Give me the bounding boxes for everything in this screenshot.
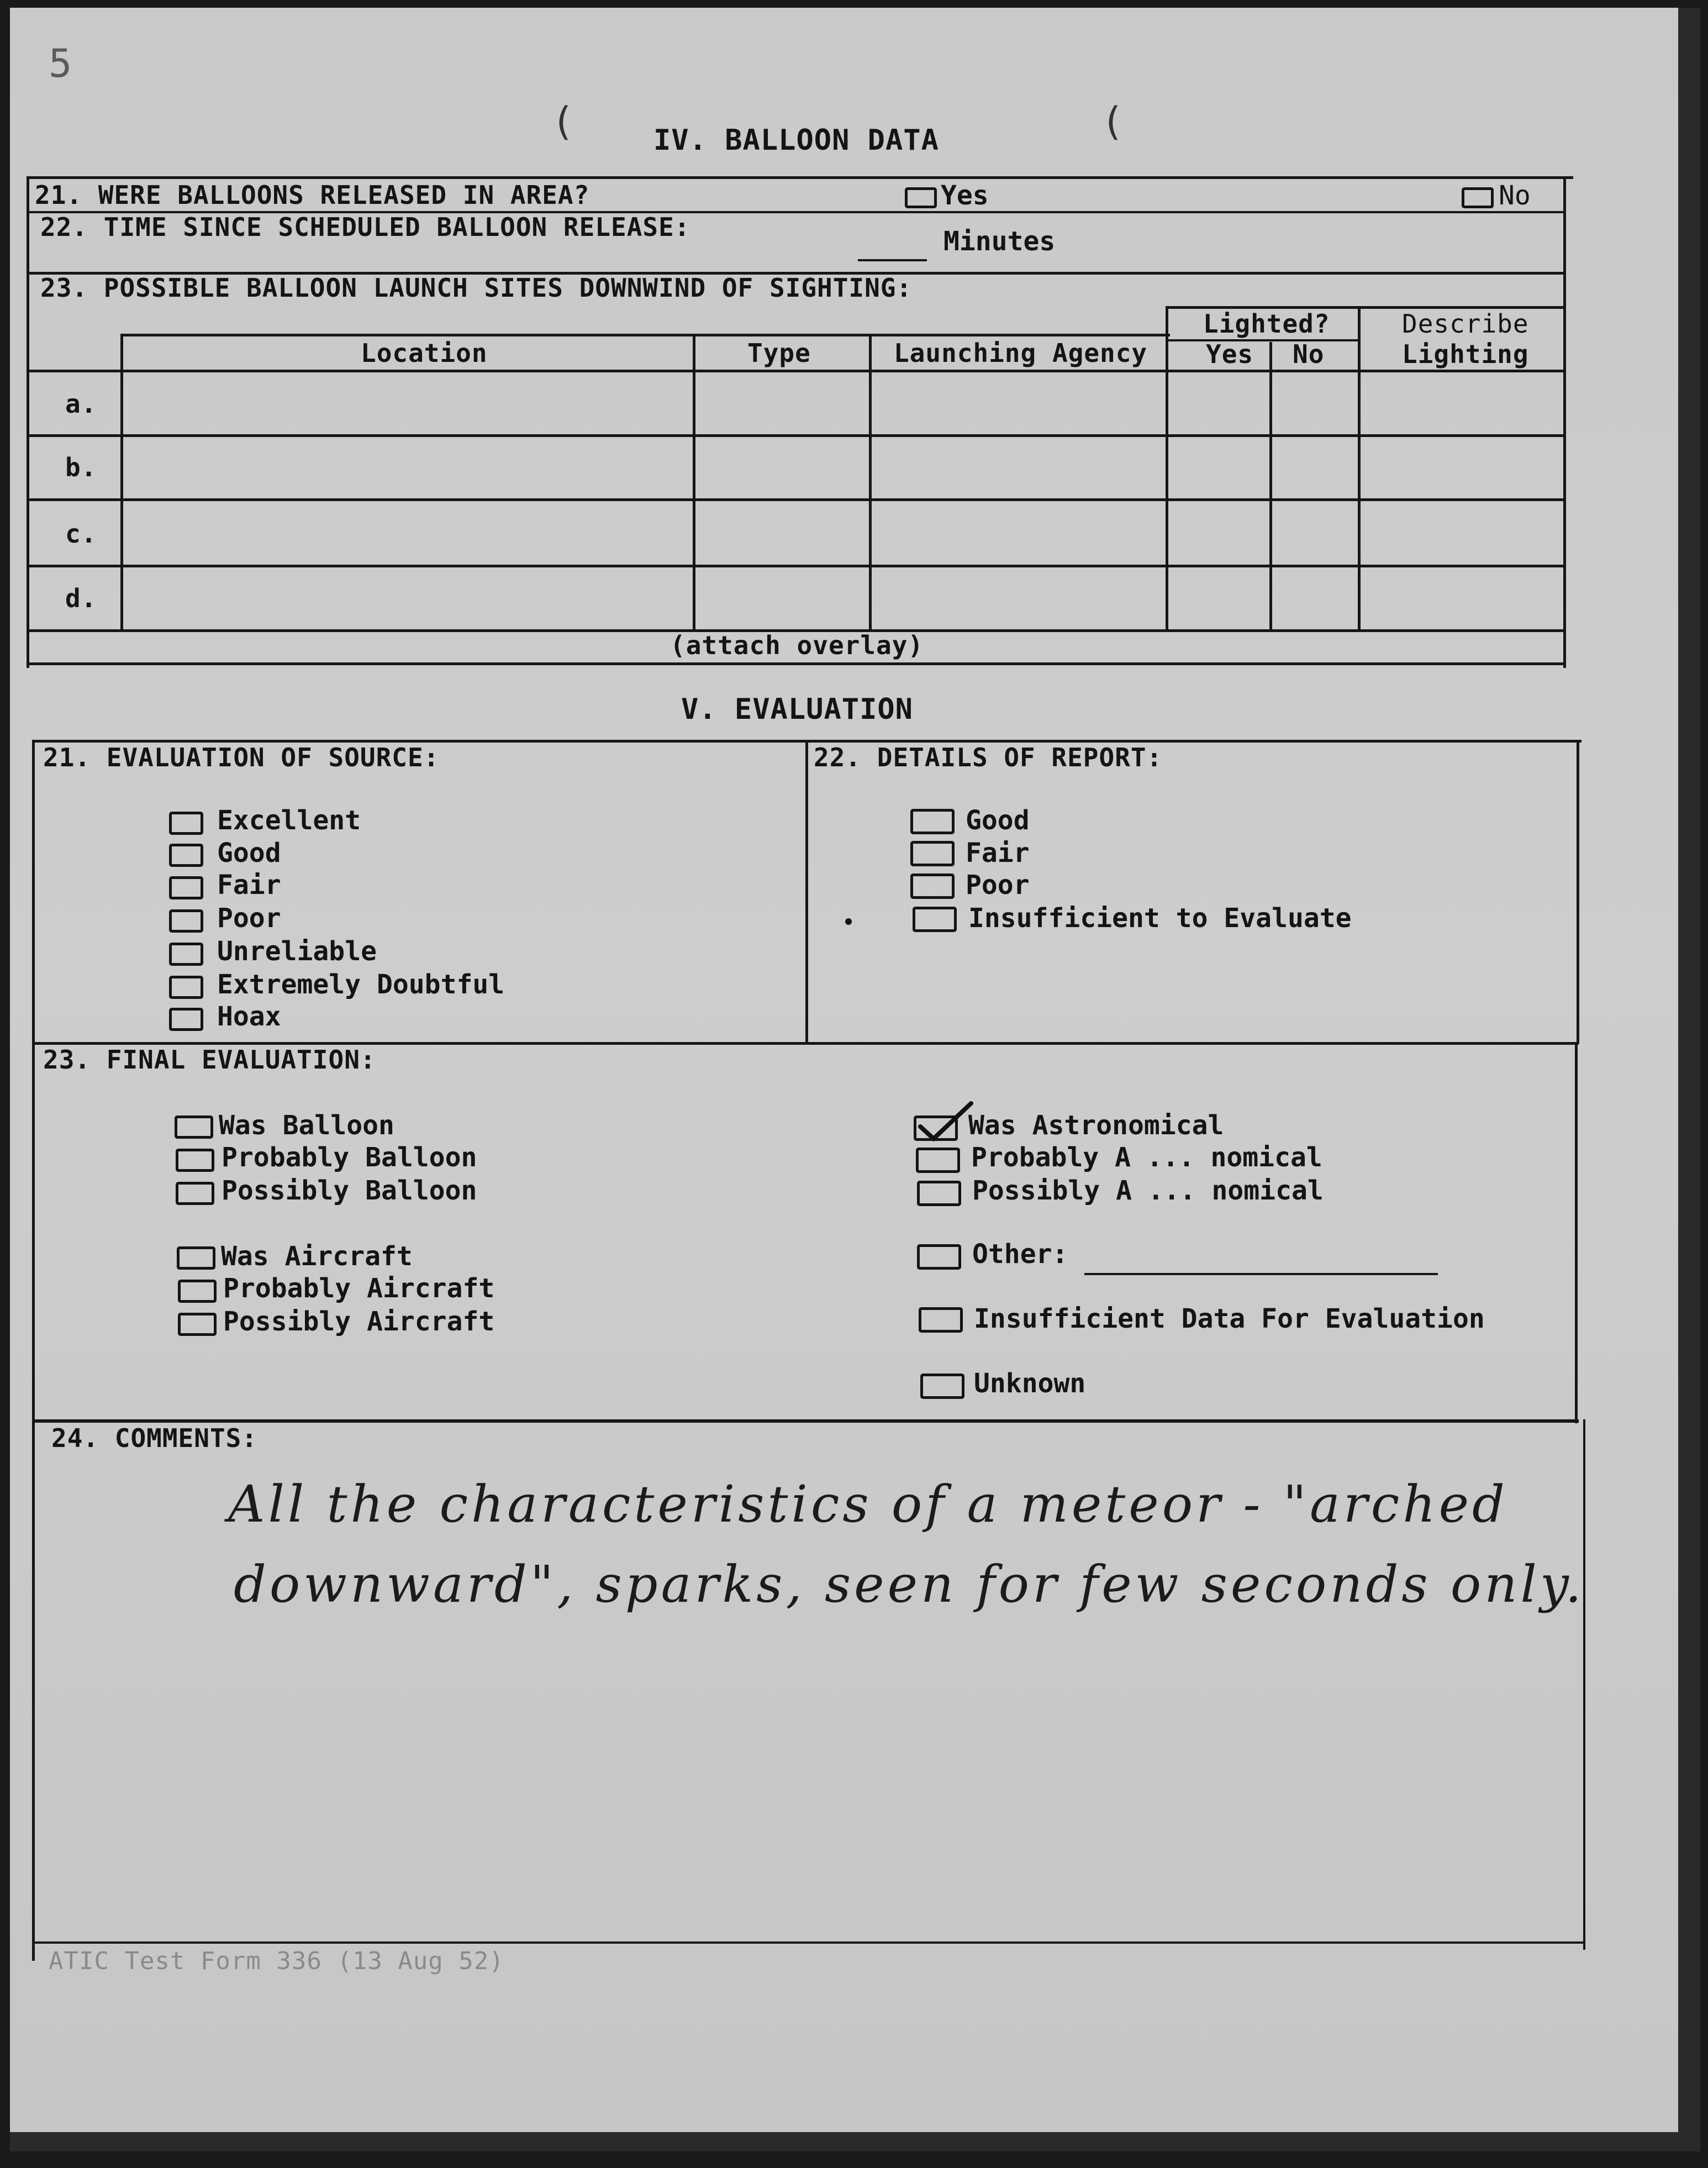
balloon-data-heading: IV. BALLOON DATA — [653, 124, 939, 157]
rule — [1583, 1419, 1585, 1950]
row-d-label: d. — [65, 583, 97, 613]
rule — [1577, 740, 1579, 1044]
final-probably-astronomical-label: Probably A ... nomical — [971, 1142, 1322, 1173]
paren-right: ( — [1101, 99, 1125, 144]
bottom-edge — [10, 2132, 1700, 2151]
rule — [120, 334, 123, 632]
col-describe-2: Lighting — [1402, 339, 1529, 369]
evaluation-heading: V. EVALUATION — [681, 693, 913, 726]
q22-label: 22. TIME SINCE SCHEDULED BALLOON RELEASE: — [40, 212, 690, 242]
final-unknown-checkbox[interactable] — [920, 1374, 964, 1399]
final-probably-astronomical-checkbox[interactable] — [916, 1148, 960, 1173]
source-hoax-checkbox[interactable] — [169, 1008, 203, 1031]
row-a-label: a. — [65, 389, 97, 419]
right-edge — [1678, 8, 1700, 2151]
final-probably-balloon-label: Probably Balloon — [222, 1142, 477, 1173]
corner-mark: 5 — [49, 41, 73, 86]
rule — [27, 434, 1566, 437]
source-fair-label: Fair — [217, 870, 281, 901]
final-probably-aircraft-checkbox[interactable] — [178, 1280, 217, 1303]
final-insufficient-label: Insufficient Data For Evaluation — [974, 1303, 1485, 1334]
attach-overlay-note: (attach overlay) — [670, 630, 924, 660]
final-possibly-astronomical-label: Possibly A ... nomical — [972, 1175, 1324, 1206]
final-was-astronomical-label: Was Astronomical — [968, 1110, 1224, 1141]
source-label: 21. EVALUATION OF SOURCE: — [43, 743, 440, 772]
source-good-label: Good — [217, 838, 281, 869]
rule — [1575, 1042, 1578, 1423]
source-unreliable-checkbox[interactable] — [169, 943, 203, 966]
rule — [1563, 176, 1566, 668]
final-probably-balloon-checkbox[interactable] — [176, 1149, 214, 1172]
rule — [27, 370, 1566, 372]
final-possibly-balloon-label: Possibly Balloon — [222, 1175, 477, 1206]
rule — [32, 1941, 1585, 1944]
final-unknown-label: Unknown — [974, 1368, 1086, 1399]
rule — [120, 334, 1170, 336]
details-insufficient-label: Insufficient to Evaluate — [968, 903, 1352, 934]
details-fair-checkbox[interactable] — [910, 841, 955, 866]
col-type: Type — [747, 338, 811, 368]
final-label: 23. FINAL EVALUATION: — [43, 1045, 376, 1075]
rule — [27, 176, 29, 668]
final-possibly-astronomical-checkbox[interactable] — [917, 1181, 961, 1206]
q21-label: 21. WERE BALLOONS RELEASED IN AREA? — [35, 180, 590, 210]
q21-yes-label: Yes — [941, 180, 989, 211]
source-excellent-label: Excellent — [217, 805, 361, 836]
q23-label: 23. POSSIBLE BALLOON LAUNCH SITES DOWNWIND OF SIGHTING: — [40, 273, 913, 303]
final-other-checkbox[interactable] — [917, 1244, 961, 1270]
source-good-checkbox[interactable] — [169, 844, 203, 867]
source-unreliable-label: Unreliable — [217, 936, 377, 967]
col-describe-1: Describe — [1402, 309, 1529, 339]
source-extremely-doubtful-checkbox[interactable] — [169, 976, 203, 999]
rule — [32, 1419, 1579, 1423]
rule — [27, 565, 1566, 567]
q21-no-checkbox[interactable] — [1462, 187, 1494, 208]
source-fair-checkbox[interactable] — [169, 876, 203, 899]
check-mark-icon — [916, 1099, 977, 1143]
final-was-aircraft-checkbox[interactable] — [177, 1246, 215, 1270]
col-lighted-no: No — [1293, 339, 1325, 369]
comments-label: 24. COMMENTS: — [51, 1423, 258, 1453]
rule — [805, 740, 808, 1044]
rule — [869, 334, 872, 632]
rule — [1269, 342, 1272, 632]
final-insufficient-checkbox[interactable] — [919, 1307, 963, 1333]
source-hoax-label: Hoax — [217, 1001, 281, 1032]
q22-unit: Minutes — [943, 226, 1056, 257]
row-b-label: b. — [65, 452, 97, 482]
source-excellent-checkbox[interactable] — [169, 812, 203, 835]
comments-line-1: All the characteristics of a meteor - "arched — [228, 1475, 1508, 1534]
final-possibly-aircraft-label: Possibly Aircraft — [223, 1306, 495, 1337]
source-extremely-doubtful-label: Extremely Doubtful — [217, 969, 505, 1000]
details-poor-checkbox[interactable] — [910, 873, 955, 899]
final-possibly-balloon-checkbox[interactable] — [176, 1182, 214, 1205]
rule — [1166, 339, 1358, 341]
final-probably-aircraft-label: Probably Aircraft — [223, 1273, 495, 1304]
details-poor-label: Poor — [966, 870, 1030, 901]
final-was-balloon-label: Was Balloon — [219, 1110, 394, 1141]
comments-line-2: downward", sparks, seen for few seconds only. — [234, 1555, 1585, 1614]
source-poor-checkbox[interactable] — [169, 909, 203, 933]
details-good-checkbox[interactable] — [910, 809, 955, 834]
col-agency: Launching Agency — [894, 338, 1148, 368]
details-insufficient-checkbox[interactable] — [913, 907, 957, 932]
row-c-label: c. — [65, 519, 97, 549]
bullet-dot — [845, 918, 852, 925]
final-was-balloon-checkbox[interactable] — [175, 1115, 213, 1139]
source-poor-label: Poor — [217, 903, 281, 934]
rule — [1166, 306, 1168, 632]
paren-left: ( — [551, 99, 576, 144]
col-location: Location — [361, 338, 488, 368]
details-label: 22. DETAILS OF REPORT: — [814, 743, 1163, 772]
rule — [27, 498, 1566, 501]
details-fair-label: Fair — [966, 838, 1030, 869]
final-was-aircraft-label: Was Aircraft — [221, 1241, 413, 1272]
col-lighted-yes: Yes — [1206, 339, 1254, 369]
q21-no-label: No — [1499, 180, 1531, 211]
form-page — [10, 8, 1700, 2151]
rule — [693, 334, 695, 632]
q21-yes-checkbox[interactable] — [905, 187, 937, 208]
rule — [1358, 306, 1361, 632]
final-other-label: Other: — [972, 1239, 1068, 1270]
minutes-blank[interactable] — [858, 259, 927, 261]
final-possibly-aircraft-checkbox[interactable] — [178, 1313, 217, 1336]
other-blank[interactable] — [1084, 1273, 1438, 1275]
form-id: ATIC Test Form 336 (13 Aug 52) — [49, 1947, 504, 1975]
rule — [27, 662, 1566, 665]
col-lighted: Lighted? — [1203, 309, 1330, 339]
rule — [27, 176, 1573, 179]
details-good-label: Good — [966, 805, 1030, 836]
rule — [32, 740, 35, 1961]
